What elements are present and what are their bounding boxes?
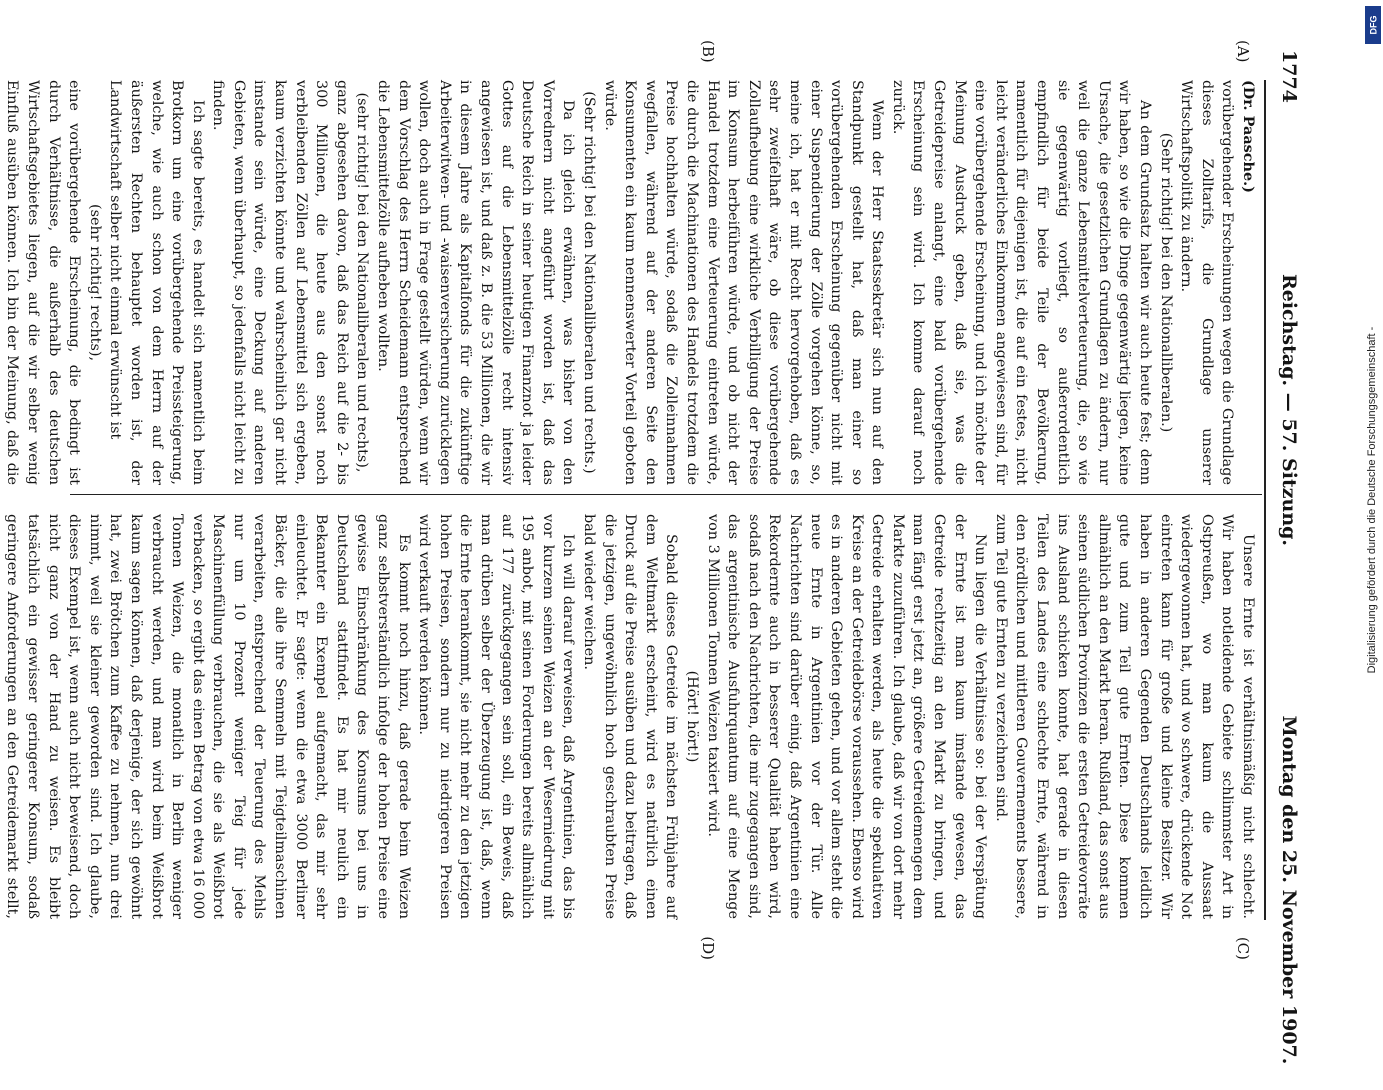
margin-marker-d: (D): [698, 936, 717, 960]
page-number: 1774: [1277, 50, 1300, 103]
margin-marker-c: (C): [1233, 936, 1252, 960]
dfg-logo-icon: DFG: [1365, 6, 1381, 44]
paragraph: eine vorübergehende Erscheinung, die bedingt ist durch Verhältnisse, die außerhalb des deutschen Wirtschaftsgebietes liegen, auf die wir selber wenig Einfluß ausüben können. Ich bin der Meinung, daß die: [3, 80, 82, 485]
header-left-title: Reichstag. — 57. Sitzung.: [1277, 273, 1300, 547]
margin-marker-b: (B): [698, 40, 717, 63]
speaker-label: (Dr. Paasche.): [1239, 80, 1257, 193]
paragraph: Ich sagte bereits, es handelt sich namentlich beim Brotkorn um eine vorübergehende Preissteigerung, welche, wie auch schon von dem Herrn auf der äußersten Rechten behauptet worden ist, der Landwirtschaft selber nicht einmal erwünscht ist: [106, 80, 206, 485]
interjection: (sehr richtig! bei den Nationalliberalen und rechts),: [353, 92, 370, 473]
paragraph: Wenn der Herr Staatssekretär sich nun auf den Standpunkt gestellt hat, daß man einer so vorübergehenden Erscheinung gegenüber nicht mit einer Suspendierung der Zölle vorgehen könne, so, meine ich, hat er mit Recht hervorgehoben, daß es sehr zweifelhaft wäre, ob diese vorübergehende Zollaufhebung eine wirkliche Verbilligung der Preise im Konsum herbeiführen würde, und ob nicht der Handel trotzdem eine Verteuerung eintreten würde, die durch die Machinationen des Handels trotzdem die Preise hochhalten würde, sodaß die Zolleinnahmen wegfallen, während auf der anderen Seite den Konsumenten ein kaum nennenswerter Vorteil geboten würde.: [601, 80, 885, 485]
document-page: [3, 40, 1322, 1065]
paragraph: Unsere Ernte ist verhältnismäßig nicht schlecht. Wir haben notleidende Gebiete schlimmster Art in Ostpreußen, wo man kaum die Aussaat wiedergewonnen hat, und wo schwere, drückende Not eintreten kann für große und kleine Besitzer. Wir haben in anderen Gegenden Deutschlands leidlich gute und zum Teil gute Ernten. Diese kommen allmählich an den Markt heran. Rußland, das sonst aus seinen südlichen Provinzen die ersten Getreidevorräte ins Ausland schicken konnte, hat gerade in diesen Teilen des Landes eine schlechte Ernte, während in den nördlichen und mittleren Gouvernements bessere, zum Teil gute Ernten zu verzeichnen sind.: [992, 514, 1256, 919]
paragraph: An dem Grundsatz halten wir auch heute fest; denn wir haben, so wie die Dinge gegenwärtig liegen, keine Ursache, die gesetzlichen Grundlagen zu ändern, nur weil die ganze Lebensmittelverteuerung, die, so wie sie gegenwärtig vorliegt, so außerordentlich empfindlich für beide Teile der Bevölkerung, namentlich für diejenigen ist, die auf ein festes, nicht leicht veränderliches Einkommen angewiesen sind, für eine vorübergehende Erscheinung, und ich möchte der Meinung Ausdruck geben, daß sie, was die Getreidepreise anlangt, eine bald vorübergehende Erscheinung sein wird. Ich komme darauf noch zurück.: [889, 80, 1153, 485]
header-right-title: Montag den 25. November 1907.: [1277, 715, 1300, 1065]
paragraph: ganz abgesehen davon, daß das Reich auf die 2- bis 300 Millionen, die heute aus den sonst noch verbleibenden Zöllen auf Lebensmittel sich ergeben, kaum verzichten könnte und wahrscheinlich gar nicht imstande sein würde, eine Deckung auf anderen Gebieten, wenn überhaupt, so jedenfalls nicht leicht zu finden.: [209, 80, 350, 485]
digitization-credit: [1361, 0, 1383, 1000]
left-text-column: [3, 80, 1258, 485]
header-rule: [1264, 80, 1266, 920]
paragraph: Nun liegen die Verhältnisse so: bei der Verspätung der Ernte ist man kaum imstande gewesen, das Getreide rechtzeitig an den Markt zu bringen, und man fängt erst jetzt an, größere Getreidemengen dem Markte zuzuführen. Ich glaube, daß wir von dort mehr Getreide erhalten werden, als heute die spekulativen Kreise an der Getreidebörse voraussehen. Ebenso wird es in anderen Gebieten gehen, und vor allem steht die neue Ernte in Argentinien vor der Tür. Alle Nachrichten sind darüber einig, daß Argentinien eine Rekordernte auch in besserer Qualität haben wird, sodaß nach den Nachrichten, die mir zugegangen sind, das argentinische Ausfuhrquantum auf eine Menge von 3 Millionen Tonnen Weizen taxiert wird.: [704, 514, 988, 919]
margin-marker-a: (A): [1233, 40, 1252, 63]
column-divider: [70, 494, 1262, 495]
interjection: (Sehr richtig! bei den Nationalliberalen.): [1157, 132, 1174, 433]
interjection: (Sehr richtig! bei den Nationalliberalen und rechts.): [580, 91, 597, 474]
paragraph: Ich will darauf verweisen, daß Argentinien, das bis vor kurzem seinen Weizen an der Weserniedrung mit 195 anbot, mit seinen Forderungen bereits allmählich auf 177 zurückgegangen sein soll, ein Beweis, daß man drüben selber der Überzeugung ist, daß, wenn die Ernte herankommt, sie nicht mehr zu den jetzigen hohen Preisen, sondern nur zu niedrigeren Preisen wird verkauft werden können.: [415, 514, 576, 919]
page-header: [1268, 50, 1304, 1065]
right-text-column: [3, 514, 1258, 919]
paragraph: Sobald dieses Getreide im nächsten Frühjahre auf dem Weltmarkt erscheint, wird es natürlich einen Druck auf die Preise ausüben und dazu beitragen, daß die jetzigen, ungewöhnlich hoch geschraubten Preise bald wieder weichen.: [580, 514, 679, 919]
paragraph: vorübergehender Erscheinungen wegen die Grundlage dieses Zolltarifs, die Grundlage unserer Wirtschaftspolitik zu ändern.: [1177, 80, 1235, 485]
interjection: (Hört! hört!): [683, 670, 700, 763]
interjection: (sehr richtig! rechts),: [86, 203, 103, 362]
paragraph: Es kommt noch hinzu, daß gerade beim Weizen ganz selbstverständlich infolge der hohen Preise eine gewisse Einschränkung des Konsums bei uns in Deutschland stattfindet. Es hat mir neulich ein Bekannter ein Exempel aufgemacht, das mir sehr einleuchtet. Er sagte: wenn die etwa 3000 Berliner Bäcker, die alle ihre Semmeln mit Teigteilmaschinen verarbeiten, entsprechend der Teuerung des Mehls nur um 10 Prozent weniger Teig für jede Maschinenfüllung verbrauchen, die sie als Weißbrot verbacken, so ergibt das einen Betrag von etwa 16 000 Tonnen Weizen, die monatlich in Berlin weniger verbraucht werden, und man wird beim Weißbrot kaum sagen können, daß derjenige, der sich gewöhnt hat, zwei Brötchen zum Kaffee zu nehmen, nun drei nimmt, weil sie kleiner geworden sind. Ich glaube, dieses Exempel ist, wenn auch nicht beweisend, doch nicht ganz von der Hand zu weisen. Es bleibt tatsächlich ein gewisser geringerer Konsum, sodaß geringere Anforderungen an den Getreidemarkt stellt,: [3, 514, 412, 919]
credit-text: Digitalisierung gefördert durch die Deutsche Forschungsgemeinschaft -: [1366, 326, 1378, 674]
paragraph: Da ich gleich erwähnen, was bisher von den Vorrednern nicht angeführt worden ist, daß das Deutsche Reich in seiner heutigen Finanznot ja leider Gottes auf die Lebensmittelzölle recht intensiv angewiesen ist, und daß z. B. die 53 Millionen, die wir in diesem Jahre als Kapitalfonds für die zukünftige Arbeiterwitwen- und -waisenversicherung zurücklegen wollen, doch auch in Frage gestellt würden, wenn wir dem Vorschlag des Herrn Scheidemann entsprechend die Lebensmittelzölle aufheben wollten.: [374, 80, 576, 485]
